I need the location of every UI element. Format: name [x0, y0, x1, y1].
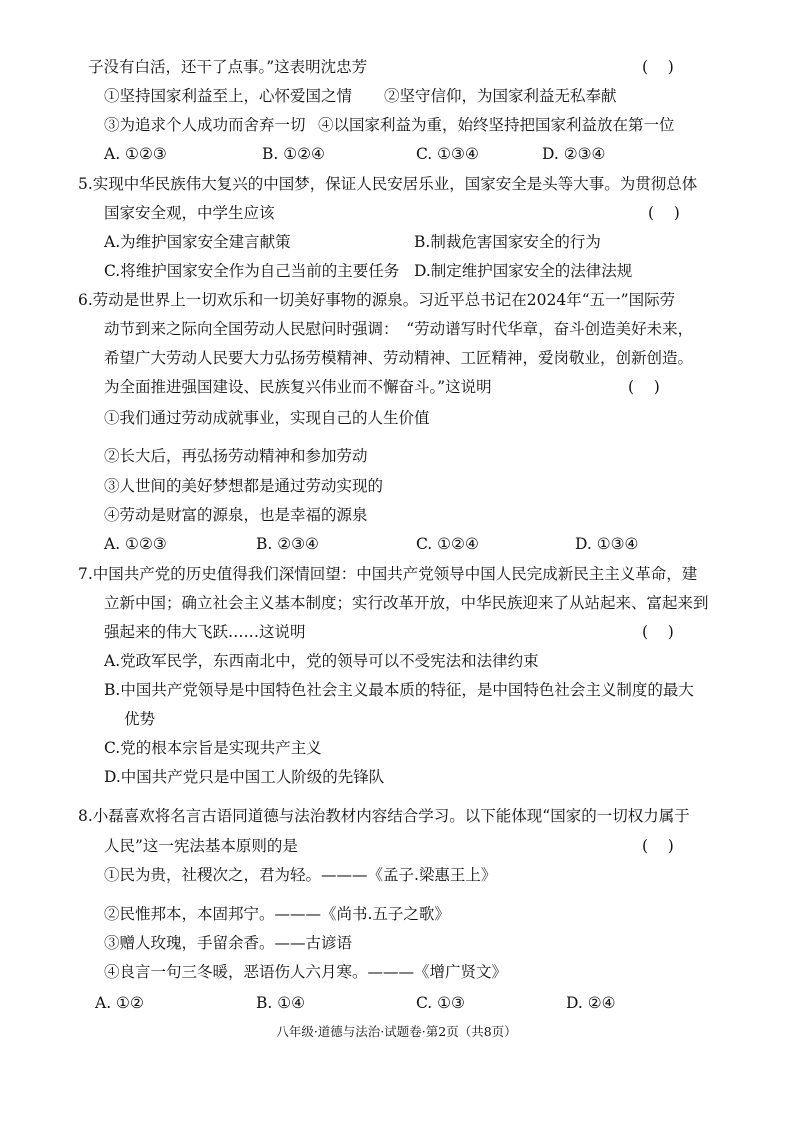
q4-item-4: ④以国家利益为重，始终坚持把国家利益放在第一位: [318, 116, 675, 134]
q6-stem-line3: 希望广大劳动人民要大力弘扬劳模精神、劳动精神、工匠精神，爱岗敬业，创新创造。: [104, 349, 694, 367]
q6-stem-line4: 为全面推进强国建设、民族复兴伟业而不懈奋斗。”这说明: [104, 378, 492, 396]
q7-option-c: C.党的根本宗旨是实现共产主义: [104, 739, 322, 757]
q4-option-a: A. ①②③: [104, 145, 167, 163]
q4-answer-paren: ( ): [642, 58, 674, 76]
q7-answer-paren: ( ): [642, 623, 674, 641]
q4-item-1: ①坚持国家利益至上，心怀爱国之情: [104, 87, 353, 105]
q4-option-c: C. ①③④: [416, 145, 479, 163]
q5-answer-paren: ( ): [648, 204, 680, 222]
q4-item-2: ②坚守信仰，为国家利益无私奉献: [384, 87, 617, 105]
q7-option-b-line2: 优势: [124, 710, 156, 728]
q6-stem-line1: 6.劳动是世界上一切欢乐和一切美好事物的源泉。习近平总书记在2024年“五一”国际劳: [78, 291, 676, 309]
q4-option-b: B. ①②④: [262, 145, 325, 163]
q6-item-2: ②长大后，再弘扬劳动精神和参加劳动: [104, 447, 368, 465]
q4-option-d: D. ②③④: [542, 145, 606, 163]
q8-answer-paren: ( ): [642, 837, 674, 855]
q8-stem-line1: 8.小磊喜欢将名言古语同道德与法治教材内容结合学习。以下能体现“国家的一切权力属于: [78, 807, 690, 825]
q5-option-b: B.制裁危害国家安全的行为: [414, 233, 601, 251]
q5-stem-line2: 国家安全观，中学生应该: [104, 204, 275, 222]
q8-option-b: B. ①④: [256, 994, 306, 1012]
q8-option-a: A. ①②: [95, 994, 144, 1012]
q5-option-d: D.制定维护国家安全的法律法规: [414, 262, 633, 280]
q7-option-a: A.党政军民学，东西南北中，党的领导可以不受宪法和法律约束: [104, 652, 539, 670]
q8-item-4: ④良言一句三冬暖，恶语伤人六月寒。———《增广贤文》: [104, 963, 508, 981]
q8-item-2: ②民惟邦本，本固邦宁。———《尚书.五子之歌》: [104, 905, 450, 923]
q4-item-3: ③为追求个人成功而舍弃一切: [104, 116, 306, 134]
q8-item-3: ③赠人玫瑰，手留余香。——古谚语: [104, 934, 353, 952]
q7-stem-line1: 7.中国共产党的历史值得我们深情回望：中国共产党领导中国人民完成新民主主义革命，建: [78, 565, 698, 583]
q6-option-c: C. ①②④: [416, 535, 479, 553]
q7-option-b-line1: B.中国共产党领导是中国特色社会主义最本质的特征，是中国特色社会主义制度的最大: [104, 681, 694, 699]
q6-stem-line2: 动节到来之际向全国劳动人民慰问时强调： “劳动谱写时代华章，奋斗创造美好未来，: [104, 320, 694, 338]
q5-option-c: C.将维护国家安全作为自己当前的主要任务: [104, 262, 400, 280]
q6-option-d: D. ①③④: [575, 535, 639, 553]
q6-item-1: ①我们通过劳动成就事业，实现自己的人生价值: [104, 409, 430, 427]
page-footer: 八年级·道德与法治·试题卷·第2页（共8页）: [276, 1024, 517, 1039]
q6-item-3: ③人世间的美好梦想都是通过劳动实现的: [104, 477, 384, 495]
q5-stem-line1: 5.实现中华民族伟大复兴的中国梦，保证人民安居乐业，国家安全是头等大事。为贯彻总体: [78, 175, 698, 193]
q6-option-b: B. ②③④: [256, 535, 319, 553]
q6-option-a: A. ①②③: [104, 535, 167, 553]
q6-item-4: ④劳动是财富的源泉，也是幸福的源泉: [104, 506, 368, 524]
q7-stem-line2: 立新中国；确立社会主义基本制度；实行改革开放，中华民族迎来了从站起来、富起来到: [104, 594, 709, 612]
q6-answer-paren: ( ): [628, 378, 660, 396]
q8-stem-line2: 人民”这一宪法基本原则的是: [104, 837, 298, 855]
q7-stem-line3: 强起来的伟大飞跃……这说明: [104, 623, 306, 641]
q8-item-1: ①民为贵，社稷次之，君为轻。———《孟子.梁惠王上》: [104, 866, 497, 884]
q7-option-d: D.中国共产党只是中国工人阶级的先锋队: [104, 768, 385, 786]
q8-option-d: D. ②④: [566, 994, 616, 1012]
q4-stem-continued: 子没有白活，还干了点事。”这表明沈忠芳: [88, 58, 368, 76]
q8-option-c: C. ①③: [416, 994, 465, 1012]
q5-option-a: A.为维护国家安全建言献策: [104, 233, 291, 251]
